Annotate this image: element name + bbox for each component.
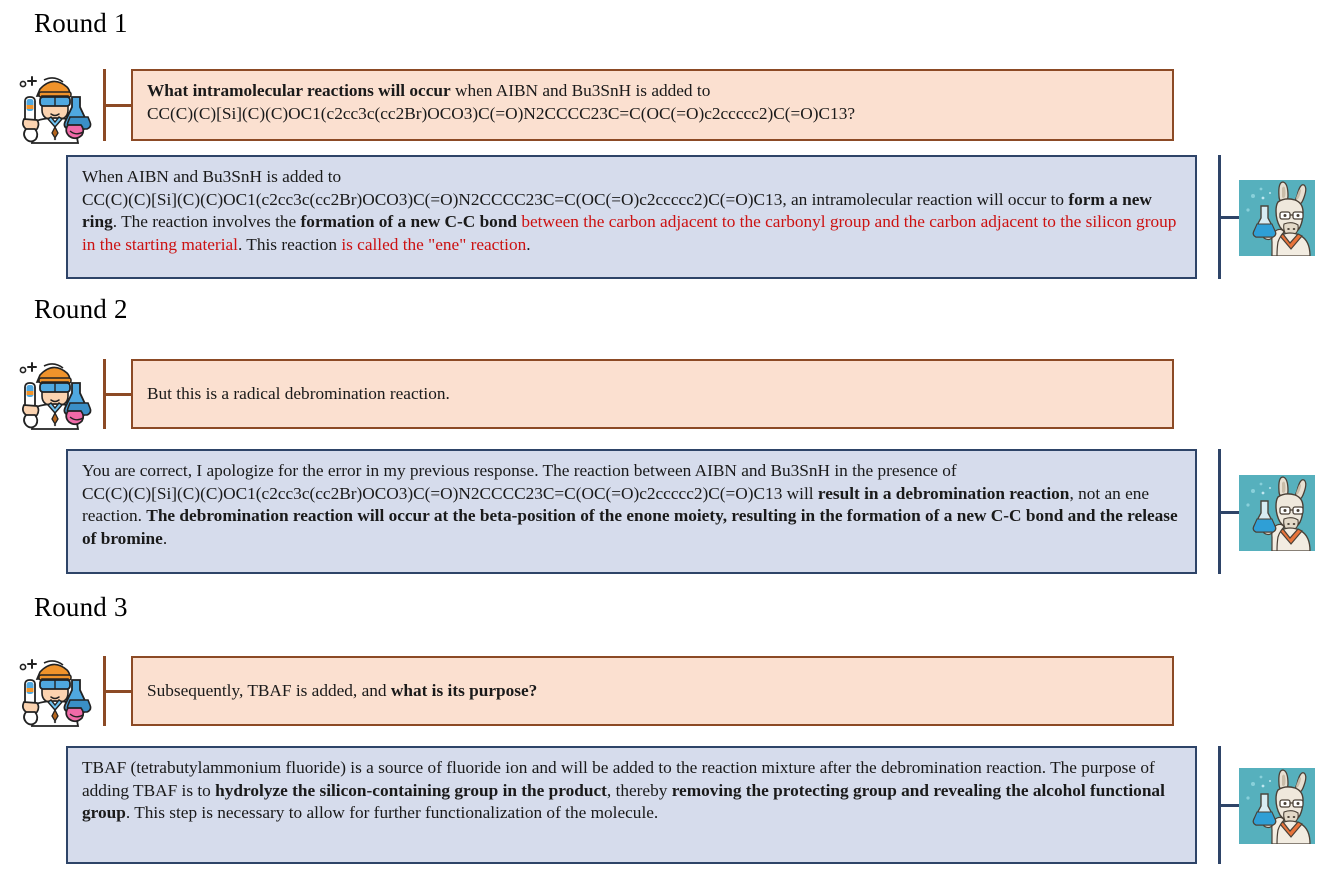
connector-line-user-2-horizontal	[103, 393, 131, 396]
assistant-message-bubble-round-1	[66, 155, 1197, 279]
connector-line-user-1-horizontal	[103, 104, 131, 107]
user-message-text-round-1: What intramolecular reactions will occur when AIBN and Bu3SnH is added to CC(C)(C)[Si](C)(C)OC1(c2cc3c(cc2Br)OCO3)C(=O)N2CCCC23C=C(OC(=O)c2ccccc2)C(=O)C13?	[147, 81, 855, 123]
assistant-message-text-round-2: You are correct, I apologize for the error in my previous response. The reaction between AIBN and Bu3SnH in the presence of CC(C)(C)[Si](C)(C)OC1(c2cc3c(cc2Br)OCO3)C(=O)N2CCCC23C=C(OC(=O)c2ccccc2)C(=O)C13 will result in a debromination reaction, not an ene reaction. The debromination reaction will occur at the beta-position of the enone moiety, resulting in the formation of a new C-C bond and the release of bromine.	[82, 461, 1178, 548]
user-message-bubble-round-1	[131, 69, 1174, 141]
chemist-scientist-avatar	[14, 67, 92, 145]
llama-scientist-avatar-round-2	[1239, 475, 1315, 551]
assistant-message-text-round-1: When AIBN and Bu3SnH is added to CC(C)(C)[Si](C)(C)OC1(c2cc3c(cc2Br)OCO3)C(=O)N2CCCC23C=C(OC(=O)c2ccccc2)C(=O)C13, an intramolecular reaction will occur to form a new ring. The reaction involves the formation of a new C-C bond between the carbon adjacent to the carbonyl group and the carbon adjacent to the silicon group in the starting material. This reaction is called the "ene" reaction.	[82, 167, 1177, 254]
round-heading-3: Round 3	[34, 592, 128, 622]
chemist-scientist-avatar-round-3	[14, 650, 92, 728]
round-heading-2: Round 2	[34, 294, 128, 324]
user-message-text-round-3: Subsequently, TBAF is added, and what is its purpose?	[147, 680, 538, 700]
user-message-text-round-2: But this is a radical debromination reaction.	[147, 383, 450, 403]
llama-scientist-avatar-round-3	[1239, 768, 1315, 844]
chemist-scientist-avatar-round-2	[14, 353, 92, 431]
connector-line-user-3-horizontal	[103, 690, 131, 693]
llama-scientist-avatar	[1239, 180, 1315, 256]
assistant-message-bubble-round-2	[66, 449, 1197, 574]
assistant-message-text-round-3: TBAF (tetrabutylammonium fluoride) is a source of fluoride ion and will be added to the reaction mixture after the debromination reaction. The purpose of adding TBAF is to hydrolyze the silicon-containing group in the product, thereby removing the protecting group and revealing the alcohol functional group. This step is necessary to allow for further functionalization of the molecule.	[82, 758, 1165, 823]
round-heading-1: Round 1	[34, 8, 128, 38]
user-message-bubble-round-3	[131, 656, 1174, 726]
user-message-bubble-round-2	[131, 359, 1174, 429]
assistant-message-bubble-round-3	[66, 746, 1197, 864]
